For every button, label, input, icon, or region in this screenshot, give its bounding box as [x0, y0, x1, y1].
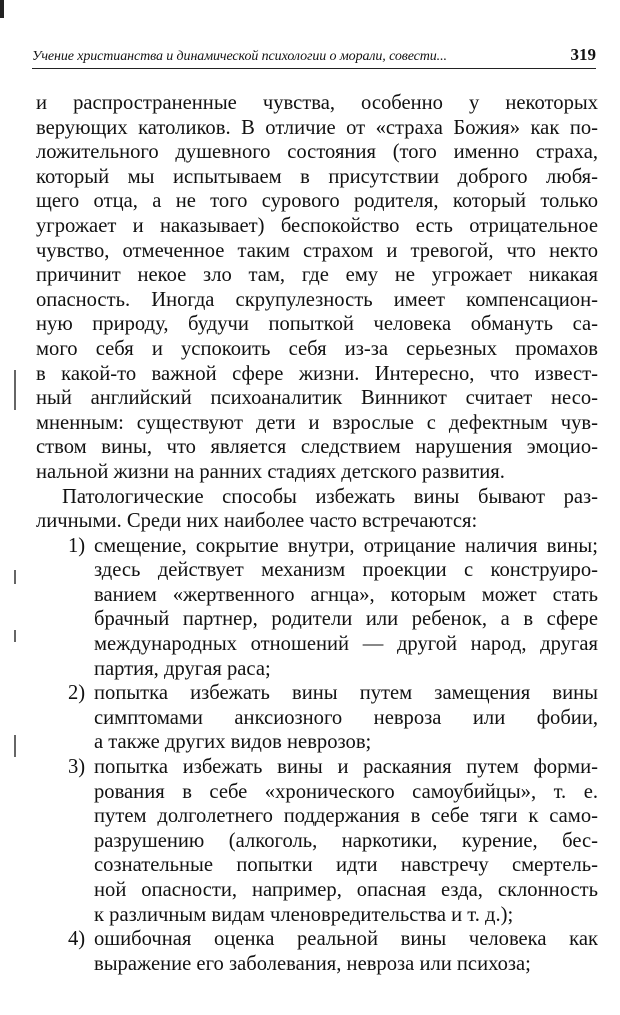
text-line: ванием «жертвенного агнца», которым может стать	[94, 583, 598, 606]
text-line: ный английский психоаналитик Винникот считает несо-	[36, 387, 598, 410]
paragraph-2	[36, 485, 598, 534]
text-line: смещение, сокрытие внутри, отрицание наличия вины;	[94, 534, 598, 557]
text-line: щего отца, а не того сурового родителя, который только	[36, 190, 598, 213]
text-line: Патологические способы избежать вины бывают раз-	[62, 485, 598, 508]
text-line: здесь действует механизм проекции с конструиро-	[94, 559, 598, 582]
text-line: путем долголетнего поддержания в себе тяги к само-	[94, 805, 598, 828]
running-title: Учение христианства и динамической психологии о морали, совести...	[32, 49, 447, 64]
text-line: верующих католиков. В отличие от «страха Божия» как по-	[36, 116, 598, 139]
numbered-list	[36, 534, 598, 977]
text-line: а также других видов неврозов;	[94, 731, 372, 754]
text-line: партия, другая раса;	[94, 657, 271, 680]
text-line: причинит некое зло там, где ему не угрожает никакая	[36, 264, 598, 287]
page-body	[36, 91, 598, 976]
list-number: 2)	[68, 682, 86, 705]
text-line: ошибочная оценка реальной вины человека как	[94, 928, 598, 951]
text-line: брачный партнер, родители или ребенок, а в сфере	[94, 608, 598, 631]
text-line: в какой-то важной сфере жизни. Интересно, что извест-	[36, 362, 598, 385]
list-item-4	[36, 927, 598, 976]
text-line: выражение его заболевания, невроза или психоза;	[94, 952, 531, 975]
page-header	[32, 40, 596, 69]
scan-margin-mark	[14, 370, 16, 410]
scan-corner-mark	[0, 0, 4, 18]
text-line: попытка избежать вины и раскаяния путем форми-	[94, 756, 598, 779]
list-item-3	[36, 755, 598, 927]
text-line: к различным видам членовредительства и т. д.);	[94, 903, 514, 926]
list-item-2	[36, 681, 598, 755]
paragraph-1	[36, 91, 598, 485]
text-line: опасность. Иногда скрупулезность имеет компенсацион-	[36, 288, 598, 311]
scan-margin-mark	[14, 735, 16, 757]
text-line: мого себя и успокоить себя из-за серьезных промахов	[36, 337, 598, 360]
text-line: мненным: существуют дети и взрослые с дефектным чув-	[36, 411, 598, 434]
text-line: нальной жизни на ранних стадиях детского развития.	[36, 460, 505, 483]
text-line: рования в себе «хронического самоубийцы», т. е.	[94, 780, 598, 803]
text-line: ную природу, будучи попыткой человека обмануть са-	[36, 313, 598, 336]
text-line: личными. Среди них наиболее часто встречаются:	[36, 510, 478, 533]
text-line: разрушению (алкоголь, наркотики, курение, бес-	[94, 829, 598, 852]
text-line: который мы испытываем в присутствии доброго любя-	[36, 165, 598, 188]
text-line: угрожает и наказывает) беспокойство есть отрицательное	[36, 214, 598, 237]
text-line: ством вины, что является следствием нарушения эмоцио-	[36, 436, 598, 459]
list-number: 1)	[68, 534, 86, 557]
scan-margin-mark	[14, 570, 16, 584]
text-line: попытка избежать вины путем замещения вины	[94, 682, 598, 705]
text-line: международных отношений — другой народ, другая	[94, 633, 598, 656]
text-line: симптомами анксиозного невроза или фобии,	[94, 706, 598, 729]
scan-margin-mark	[14, 630, 16, 642]
text-line: ной опасности, например, опасная езда, склонность	[94, 879, 598, 901]
text-line: чувство, отмеченное таким страхом и тревогой, что некто	[36, 239, 598, 262]
list-item-1	[36, 534, 598, 682]
page-number: 319	[570, 45, 596, 64]
list-number: 4)	[68, 928, 86, 951]
text-line: ложительного душевного состояния (того именно страха,	[36, 141, 598, 164]
text-line: и распространенные чувства, особенно у некоторых	[36, 92, 598, 114]
list-number: 3)	[68, 756, 86, 779]
text-line: сознательные попытки идти навстречу смертель-	[94, 854, 598, 877]
